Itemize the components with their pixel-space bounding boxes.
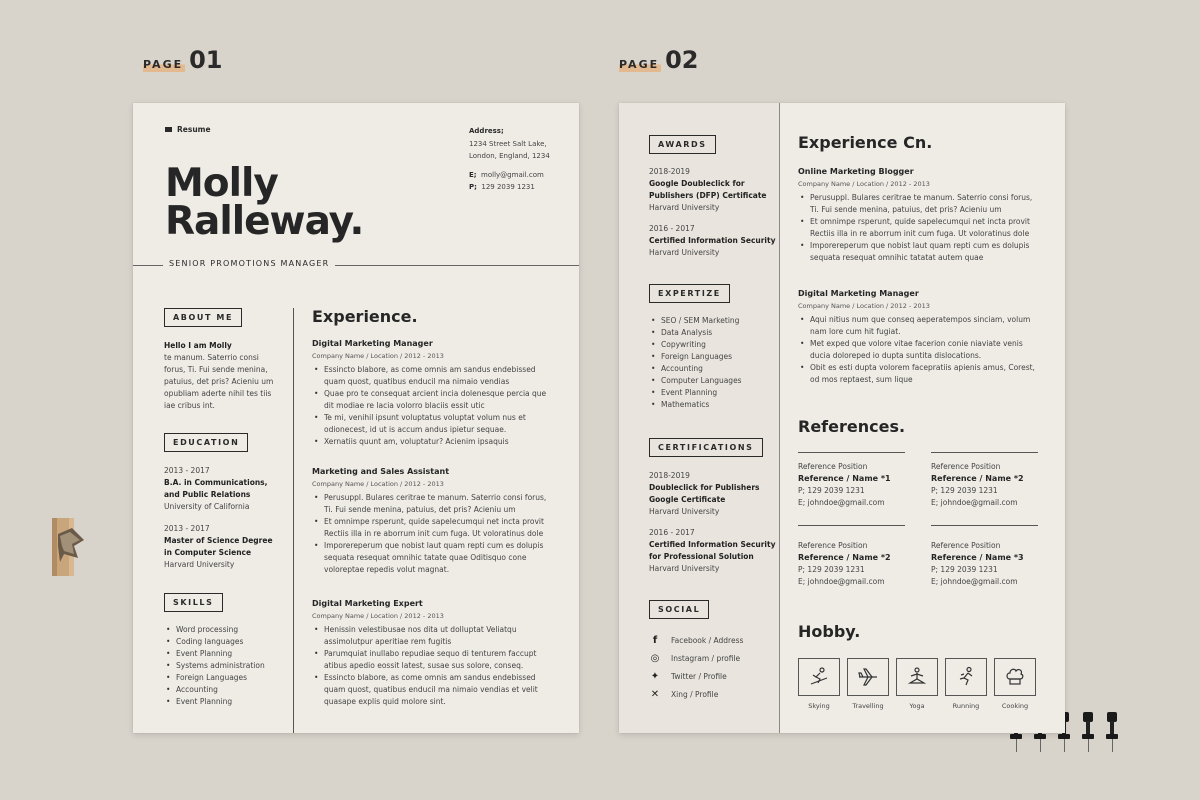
job-title: Online Marketing Blogger (798, 167, 914, 176)
certification-years: 2016 - 2017 (649, 528, 695, 537)
hobby-heading: Hobby. (798, 622, 861, 641)
hobby-label: Running (952, 702, 980, 710)
phone-text: 129 2039 1231 (481, 183, 535, 191)
divider (931, 525, 1038, 526)
award-item (649, 166, 777, 214)
hobby-label: Skying (808, 702, 830, 710)
social-item[interactable] (649, 671, 727, 682)
award-title: Publishers (DFP) Certificate (649, 191, 767, 200)
expertize-item: • SEO / SEM Marketing (649, 315, 777, 327)
education-school: University of California (164, 502, 250, 511)
certification-years: 2018-2019 (649, 471, 690, 480)
job-meta: Company Name / Location / 2012 - 2013 (312, 612, 444, 620)
skill-item: • Systems administration (164, 660, 289, 672)
job-bullet: • Met exped que volore vitae facerion conie niaviate venis ducia doloreped io dupta suntita dislocations. (798, 338, 1043, 362)
awards-heading: AWARDS (649, 135, 716, 154)
airplane-icon (847, 658, 889, 696)
email-text: molly@gmail.com (481, 170, 544, 179)
expertize-list (649, 315, 777, 411)
reference-email: E; johndoe@gmail.com (798, 577, 885, 586)
phone-prefix: P; (469, 183, 477, 191)
reference-phone: P; 129 2039 1231 (798, 486, 865, 495)
divider (931, 452, 1038, 453)
address-line: London, England, 1234 (469, 152, 550, 160)
certification-title: Doubleclick for Publishers (649, 483, 760, 492)
reference-position: Reference Position (798, 462, 868, 471)
expertize-item: • Computer Languages (649, 375, 777, 387)
certification-title: for Professional Solution (649, 552, 754, 561)
chef-hat-icon (994, 658, 1036, 696)
job-bullets (798, 314, 1043, 386)
skill-item: • Accounting (164, 684, 289, 696)
job-title: Digital Marketing Manager (798, 289, 919, 298)
social-heading: SOCIAL (649, 600, 709, 619)
push-pin-icon (1106, 712, 1118, 752)
expertize-item: • Copywriting (649, 339, 777, 351)
job-meta: Company Name / Location / 2012 - 2013 (798, 302, 930, 310)
education-item (164, 523, 289, 571)
page-label-number: 02 (665, 46, 699, 74)
certifications-heading: CERTIFICATIONS (649, 438, 763, 457)
social-link[interactable]: Twitter / Profile (671, 672, 727, 681)
experience-heading: Experience. (312, 307, 418, 326)
reference-position: Reference Position (798, 541, 868, 550)
job-title: Digital Marketing Expert (312, 599, 423, 608)
reference-name: Reference / Name *2 (931, 474, 1024, 483)
hobby-label: Cooking (1001, 702, 1029, 710)
references-heading: References. (798, 417, 906, 436)
skill-item: • Foreign Languages (164, 672, 289, 684)
hobby-item (798, 658, 840, 710)
address-line: 1234 Street Salt Lake, (469, 139, 547, 148)
job-bullet: • Imporereperum que nobist laut quam repti cum es dolupis sequata resequat omnihic tatatat autem quae (798, 240, 1043, 264)
job-meta: Company Name / Location / 2012 - 2013 (312, 480, 444, 488)
experience-job (798, 288, 1043, 386)
job-meta: Company Name / Location / 2012 - 2013 (312, 352, 444, 360)
education-school: Harvard University (164, 560, 235, 569)
wooden-stamp-prop (42, 518, 88, 576)
certification-title: Certified Information Security (649, 540, 776, 549)
experience-job (312, 598, 557, 708)
skill-item: • Word processing (164, 624, 289, 636)
job-bullets (312, 624, 557, 708)
social-item[interactable] (649, 635, 743, 646)
email-prefix: E; (469, 170, 477, 179)
contact-block (469, 125, 550, 194)
experience-job (312, 466, 557, 576)
job-bullet: • Te mi, venihil ipsunt voluptatus voluptat volum nus et odionecest, id ut is accum andus ipietur sequae. (312, 412, 557, 436)
education-degree: and Public Relations (164, 490, 251, 499)
job-bullet: • Imporereperum que nobist laut quam repti cum es dolupis sequata resequat omnihic tatate quae Oditisquo cone voloreptae repedis volut magnat. (312, 540, 557, 576)
divider (798, 452, 905, 453)
experience-job (312, 338, 557, 448)
running-icon (945, 658, 987, 696)
job-bullet: • Aqui nitius num que conseq aeperatempos sinciam, volum nam lore cum hit fugiat. (798, 314, 1043, 338)
job-bullet: • Quae pro te consequat arcient incia dolenesque percia que dit modiae re lacia volorro blaciis essit utic (312, 388, 557, 412)
education-item (164, 465, 289, 513)
yoga-icon (896, 658, 938, 696)
reference-email: E; johndoe@gmail.com (931, 498, 1018, 507)
job-title: Marketing and Sales Assistant (312, 467, 450, 476)
reference-phone: P; 129 2039 1231 (798, 565, 865, 574)
page-label-2 (619, 48, 699, 72)
reference-email: E; johndoe@gmail.com (931, 577, 1018, 586)
hobby-item (896, 658, 938, 710)
social-item[interactable] (649, 689, 718, 700)
expertize-item: • Mathematics (649, 399, 777, 411)
certification-school: Harvard University (649, 507, 720, 516)
reference-card (931, 540, 1024, 588)
about-text: te manum. Saterrio consi forus, Ti. Fui sende menina, patuius, det pris? Acieniu um opubliam aderte nihil tes tiis iae cribus int. (164, 353, 274, 410)
award-title: Google Doubleclick for (649, 179, 745, 188)
expertize-heading: EXPERTIZE (649, 284, 730, 303)
resume-tag-text: Resume (177, 125, 211, 134)
candidate-name (165, 161, 364, 244)
education-years: 2013 - 2017 (164, 466, 210, 475)
resume-tag-icon (165, 127, 172, 132)
skills-list (164, 624, 289, 708)
resume-page-1 (133, 103, 579, 733)
job-bullet: • Obit es esti dupta volorem facepratiis apienis amus, Corest, od mos reptaest, sum lique (798, 362, 1043, 386)
social-link[interactable]: Xing / Profile (671, 690, 719, 699)
reference-card (798, 540, 891, 588)
award-school: Harvard University (649, 248, 720, 257)
job-bullet: • Perusuppl. Bulares ceritrae te manum. Saterrio consi forus, Ti. Fui sende menina, patuius, det pris? Acieniu um (798, 192, 1043, 216)
job-bullet: • Xernatiis quunt am, voluptatur? Acienim ipsaquis (312, 436, 557, 448)
skill-item: • Event Planning (164, 696, 289, 708)
skiing-icon (798, 658, 840, 696)
award-title: Certified Information Security (649, 236, 776, 245)
reference-position: Reference Position (931, 541, 1001, 550)
page-label-number: 01 (189, 46, 223, 74)
about-greeting: Hello I am Molly (164, 341, 232, 350)
job-bullet: • Henissin velestibusae nos dita ut dolluptat Veliatqu assimolutpur aperitiae rem fugitis (312, 624, 557, 648)
skill-item: • Event Planning (164, 648, 289, 660)
reference-card (931, 461, 1024, 509)
certification-school: Harvard University (649, 564, 720, 573)
name-last: Ralleway. (165, 199, 364, 244)
reference-name: Reference / Name *2 (798, 553, 891, 562)
job-bullet: • Et omnimpe rsperunt, quide sapelecumqui net incta provit Rectiis illa in re aborrum init cum fuga. Ut voloratinus dole (798, 216, 1043, 240)
reference-name: Reference / Name *1 (798, 474, 891, 483)
job-bullets (312, 492, 557, 576)
xing-icon: ✕ (650, 689, 660, 700)
job-bullet: • Essincto blabore, as come omnis am sandus endebissed quam quost, quatibus enducil ma nimaio vendias (312, 364, 557, 388)
hobby-item (994, 658, 1036, 710)
certification-item (649, 470, 777, 518)
award-school: Harvard University (649, 203, 720, 212)
education-heading: EDUCATION (164, 433, 248, 452)
resume-page-2 (619, 103, 1065, 733)
instagram-icon: ◎ (650, 653, 660, 664)
experience-job (798, 166, 1043, 264)
award-item (649, 223, 777, 259)
reference-email: E; johndoe@gmail.com (798, 498, 885, 507)
award-years: 2016 - 2017 (649, 224, 695, 233)
page-label-word: PAGE (619, 58, 660, 71)
reference-position: Reference Position (931, 462, 1001, 471)
about-heading: ABOUT ME (164, 308, 242, 327)
hobby-item (847, 658, 889, 710)
social-item[interactable] (649, 653, 740, 664)
social-link[interactable]: Facebook / Address (671, 636, 744, 645)
education-degree: Master of Science Degree (164, 536, 273, 545)
divider (798, 525, 905, 526)
job-title: Digital Marketing Manager (312, 339, 433, 348)
push-pin-icon (1082, 712, 1094, 752)
award-years: 2018-2019 (649, 167, 690, 176)
page-label-1 (143, 48, 223, 72)
job-bullets (312, 364, 557, 448)
skills-heading: SKILLS (164, 593, 223, 612)
expertize-item: • Foreign Languages (649, 351, 777, 363)
job-meta: Company Name / Location / 2012 - 2013 (798, 180, 930, 188)
job-bullet: • Parumquiat inullabo repudiae sequo di tenturem faccupt atibus apedio eossit latest, susae sus solore, conseq. (312, 648, 557, 672)
hobby-item (945, 658, 987, 710)
hobby-label: Travelling (852, 702, 884, 710)
skill-item: • Coding languages (164, 636, 289, 648)
job-bullet: • Essincto blabore, as come omnis am sandus endebissed quam quost, quatibus enducil ma nimaio vendias et velit quasape explis quid molore sint. (312, 672, 557, 708)
resume-tag (165, 125, 211, 134)
reference-name: Reference / Name *3 (931, 553, 1024, 562)
education-years: 2013 - 2017 (164, 524, 210, 533)
experience-continued-heading: Experience Cn. (798, 133, 933, 152)
certification-item (649, 527, 777, 575)
certification-title: Google Certificate (649, 495, 726, 504)
expertize-item: • Event Planning (649, 387, 777, 399)
about-block (164, 340, 282, 412)
address-label: Address; (469, 127, 504, 135)
expertize-item: • Data Analysis (649, 327, 777, 339)
job-bullet: • Et omnimpe rsperunt, quide sapelecumqui net incta provit Rectiis illa in re aborrum init cum fuga. Ut voloratinus dole (312, 516, 557, 540)
name-first: Molly (165, 161, 278, 206)
expertize-item: • Accounting (649, 363, 777, 375)
column-divider (293, 308, 294, 733)
job-title: SENIOR PROMOTIONS MANAGER (163, 259, 335, 268)
reference-phone: P; 129 2039 1231 (931, 486, 998, 495)
page-label-word: PAGE (143, 58, 184, 71)
education-degree: in Computer Science (164, 548, 252, 557)
hobby-label: Yoga (909, 702, 925, 710)
social-link[interactable]: Instagram / profile (671, 654, 741, 663)
facebook-icon: f (652, 635, 658, 646)
reference-phone: P; 129 2039 1231 (931, 565, 998, 574)
job-bullets (798, 192, 1043, 264)
reference-card (798, 461, 891, 509)
education-degree: B.A. in Communications, (164, 478, 268, 487)
twitter-icon: ✦ (650, 671, 660, 682)
job-bullet: • Perusuppl. Bulares ceritrae te manum. Saterrio consi forus, Ti. Fui sende menina, patuius, det pris? Acieniu um (312, 492, 557, 516)
